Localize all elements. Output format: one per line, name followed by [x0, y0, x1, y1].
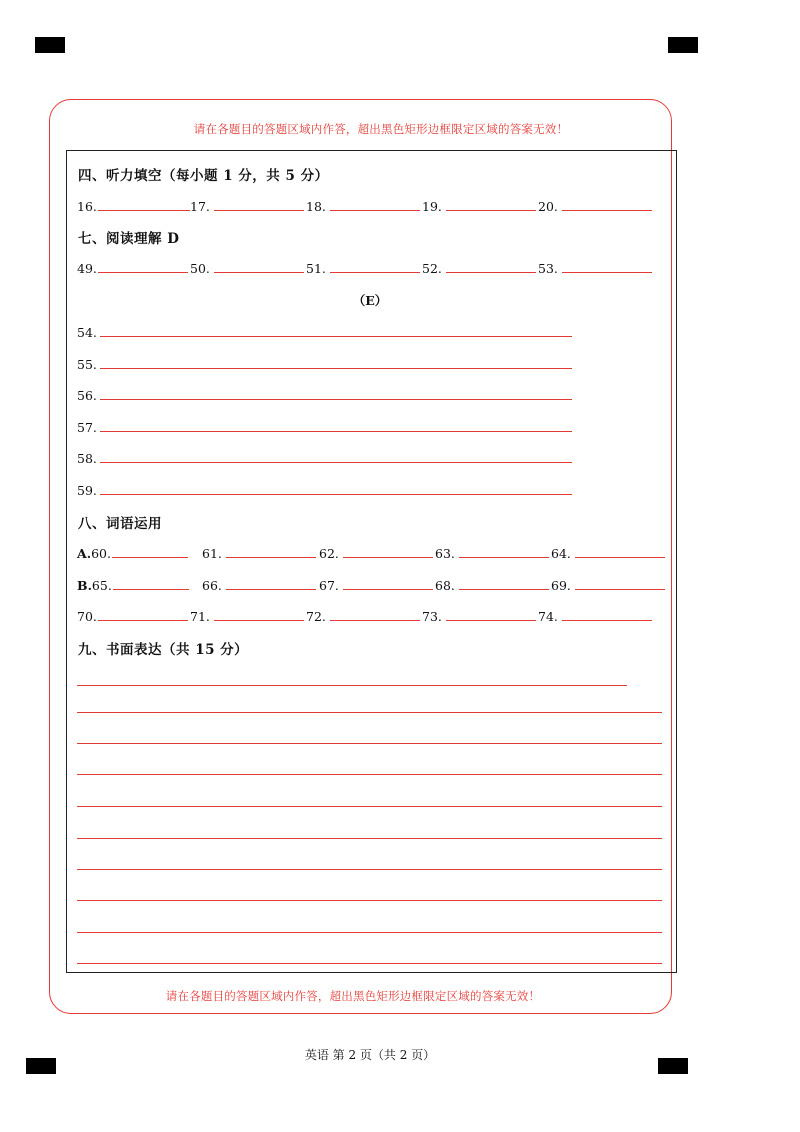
answer-blank[interactable]	[459, 576, 549, 590]
answer-blank[interactable]	[459, 544, 549, 558]
reading-e-answer-line	[77, 323, 572, 341]
answer-item	[306, 607, 420, 624]
item-number: 61.	[202, 546, 222, 561]
answer-blank[interactable]	[100, 323, 572, 337]
answer-blank[interactable]	[112, 544, 188, 558]
item-number: 57.	[77, 420, 97, 435]
item-number: 73.	[422, 609, 442, 624]
item-number: 20.	[538, 199, 558, 214]
item-number: 72.	[306, 609, 326, 624]
answer-item	[551, 544, 665, 561]
answer-item	[422, 259, 536, 276]
item-number: 64.	[551, 546, 571, 561]
item-number: 55.	[77, 357, 97, 372]
answer-blank[interactable]	[214, 607, 304, 621]
writing-line[interactable]	[77, 806, 662, 807]
answer-blank[interactable]	[446, 197, 536, 211]
writing-line[interactable]	[77, 900, 662, 901]
writing-line[interactable]	[77, 712, 662, 713]
answer-blank[interactable]	[330, 259, 420, 273]
answer-item	[538, 197, 652, 214]
answer-blank[interactable]	[214, 259, 304, 273]
answer-blank[interactable]	[226, 544, 316, 558]
reading-e-answer-line	[77, 418, 572, 436]
reading-e-answer-line	[77, 449, 572, 467]
item-number: 67.	[319, 578, 339, 593]
item-number: 51.	[306, 261, 326, 276]
answer-blank[interactable]	[446, 259, 536, 273]
answer-blank[interactable]	[214, 197, 304, 211]
answer-blank[interactable]	[562, 259, 652, 273]
answer-item	[77, 576, 189, 593]
answer-item	[538, 259, 652, 276]
answer-blank[interactable]	[100, 481, 572, 495]
writing-line[interactable]	[77, 932, 662, 933]
answer-item	[435, 544, 549, 561]
warning-text-bottom: 请在各题目的答题区域内作答，超出黑色矩形边框限定区域的答案无效！	[165, 989, 541, 1003]
item-number: 16.	[77, 199, 97, 214]
answer-blank[interactable]	[330, 607, 420, 621]
item-number: 68.	[435, 578, 455, 593]
item-number: 49.	[77, 261, 97, 276]
answer-item	[551, 576, 665, 593]
answer-blank[interactable]	[575, 544, 665, 558]
answer-blank[interactable]	[113, 576, 189, 590]
item-number: 54.	[77, 325, 97, 340]
answer-blank[interactable]	[343, 576, 433, 590]
reading-e-answer-line	[77, 481, 572, 499]
item-number: 71.	[190, 609, 210, 624]
answer-blank[interactable]	[100, 386, 572, 400]
answer-item	[190, 197, 304, 214]
registration-mark-top-right	[668, 37, 698, 53]
writing-line[interactable]	[77, 838, 662, 839]
item-number: 74.	[538, 609, 558, 624]
writing-line[interactable]	[77, 963, 662, 964]
answer-item	[77, 259, 188, 276]
item-number: 52.	[422, 261, 442, 276]
item-number: 50.	[190, 261, 210, 276]
item-number: 17.	[190, 199, 210, 214]
item-number: 18.	[306, 199, 326, 214]
answer-item	[319, 576, 433, 593]
registration-mark-top-left	[35, 37, 65, 53]
answer-blank[interactable]	[100, 418, 572, 432]
writing-line[interactable]	[77, 743, 662, 744]
warning-text-top: 请在各题目的答题区域内作答，超出黑色矩形边框限定区域的答案无效！	[193, 122, 569, 136]
answer-item	[77, 544, 188, 561]
answer-blank[interactable]	[100, 449, 572, 463]
answer-blank[interactable]	[343, 544, 433, 558]
item-number: 70.	[77, 609, 97, 624]
item-number: 69.	[551, 578, 571, 593]
section-reading-d-title: 七、阅读理解 D	[78, 231, 180, 247]
item-number: 62.	[319, 546, 339, 561]
answer-item	[190, 607, 304, 624]
answer-item	[319, 544, 433, 561]
answer-item	[77, 607, 188, 624]
answer-item	[435, 576, 549, 593]
answer-item	[202, 576, 316, 593]
answer-blank[interactable]	[98, 197, 190, 211]
answer-blank[interactable]	[562, 607, 652, 621]
answer-item	[77, 197, 190, 214]
reading-e-answer-line	[77, 386, 572, 404]
answer-blank[interactable]	[100, 355, 572, 369]
answer-blank[interactable]	[226, 576, 316, 590]
item-number: 19.	[422, 199, 442, 214]
section-vocabulary-title: 八、词语运用	[78, 516, 162, 532]
item-number: 56.	[77, 388, 97, 403]
answer-blank[interactable]	[446, 607, 536, 621]
answer-item	[422, 197, 536, 214]
item-number: 53.	[538, 261, 558, 276]
section-listening-title: 四、听力填空（每小题 1 分，共 5 分）	[78, 168, 329, 184]
answer-blank[interactable]	[562, 197, 652, 211]
answer-item	[202, 544, 316, 561]
part-label: A.	[77, 546, 92, 561]
item-number: 63.	[435, 546, 455, 561]
writing-line[interactable]	[77, 685, 627, 686]
answer-item	[306, 259, 420, 276]
item-number: 66.	[202, 578, 222, 593]
item-number: 65.	[91, 578, 112, 593]
answer-blank[interactable]	[575, 576, 665, 590]
answer-item	[538, 607, 652, 624]
item-number: 59.	[77, 483, 97, 498]
writing-line[interactable]	[77, 869, 662, 870]
answer-item	[422, 607, 536, 624]
answer-item	[306, 197, 420, 214]
section-writing-title: 九、书面表达（共 15 分）	[78, 642, 249, 658]
item-number: 58.	[77, 451, 97, 466]
answer-blank[interactable]	[98, 259, 188, 273]
page-footer: 英语 第 2 页（共 2 页）	[304, 1048, 436, 1062]
item-number: 60.	[91, 546, 111, 561]
reading-e-answer-line	[77, 355, 572, 373]
answer-blank[interactable]	[98, 607, 188, 621]
part-label: B.	[77, 578, 92, 593]
writing-line[interactable]	[77, 774, 662, 775]
section-reading-e-label: （E）	[352, 293, 388, 308]
answer-item	[190, 259, 304, 276]
answer-blank[interactable]	[330, 197, 420, 211]
